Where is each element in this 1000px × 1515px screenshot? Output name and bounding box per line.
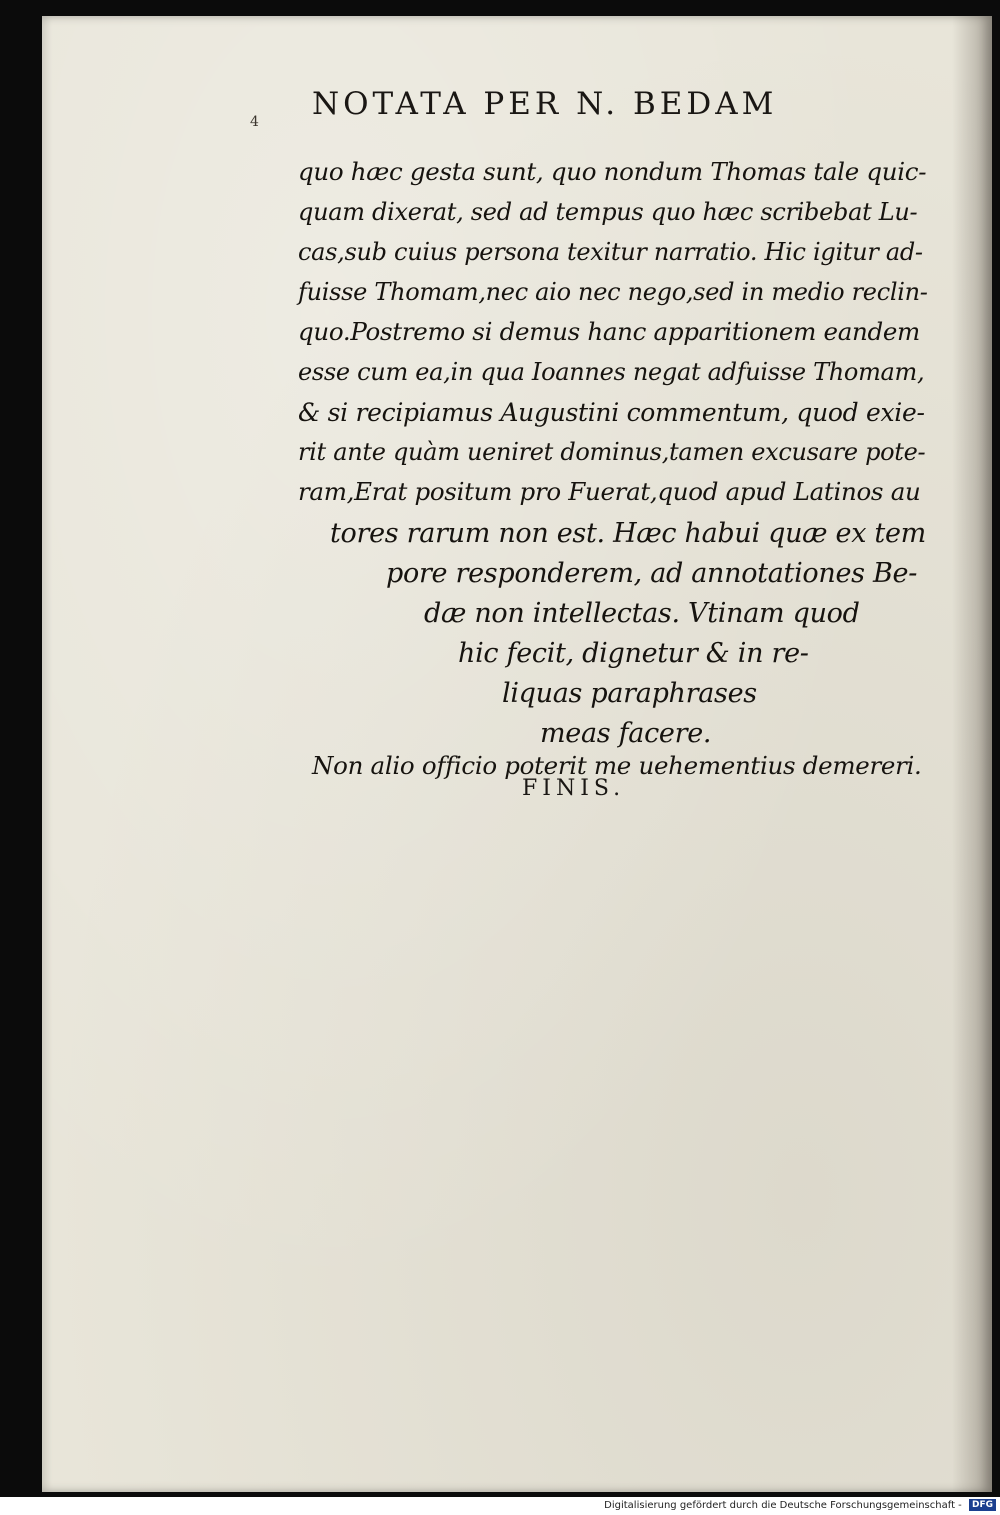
text-line: esse cum ea,in qua Ioannes negat adfuisse Thomam, xyxy=(298,358,925,386)
text-line: rit ante quàm ueniret dominus,tamen excusare pote- xyxy=(298,438,926,466)
text-line: ram,Erat positum pro Fuerat,quod apud Latinos au xyxy=(298,477,921,506)
text-line: meas facere. xyxy=(540,718,712,749)
text-line: & si recipiamus Augustini commentum, quod exie- xyxy=(298,398,925,427)
text-line: cas,sub cuius persona texitur narratio. Hic igitur ad- xyxy=(298,238,923,266)
text-line: Non alio officio poterit me uehementius demereri. xyxy=(312,751,922,780)
running-head: NOTATA PER N. BEDAM xyxy=(312,86,778,122)
corner-mark: 4 xyxy=(250,114,259,130)
dfg-logo-icon: DFG xyxy=(969,1499,996,1511)
text-line: quam dixerat, sed ad tempus quo hæc scribebat Lu- xyxy=(298,198,918,226)
text-line: tores rarum non est. Hæc habui quæ ex tem xyxy=(330,518,926,549)
text-line: quo hæc gesta sunt, quo nondum Thomas tale quic- xyxy=(298,157,927,186)
text-line: fuisse Thomam,nec aio nec nego,sed in medio reclin- xyxy=(298,278,928,306)
text-line: liquas paraphrases xyxy=(502,678,757,709)
footer-text: Digitalisierung gefördert durch die Deutsche Forschungsgemeinschaft - xyxy=(604,1500,962,1511)
finis-mark: FINIS. xyxy=(522,776,626,801)
text-line: pore responderem, ad annotationes Be- xyxy=(386,558,918,589)
text-line: hic fecit, dignetur & in re- xyxy=(458,638,809,669)
text-line: dæ non intellectas. Vtinam quod xyxy=(424,598,860,629)
text-line: quo.Postremo si demus hanc apparitionem eandem xyxy=(298,317,920,346)
digitization-footer xyxy=(560,1497,1000,1515)
